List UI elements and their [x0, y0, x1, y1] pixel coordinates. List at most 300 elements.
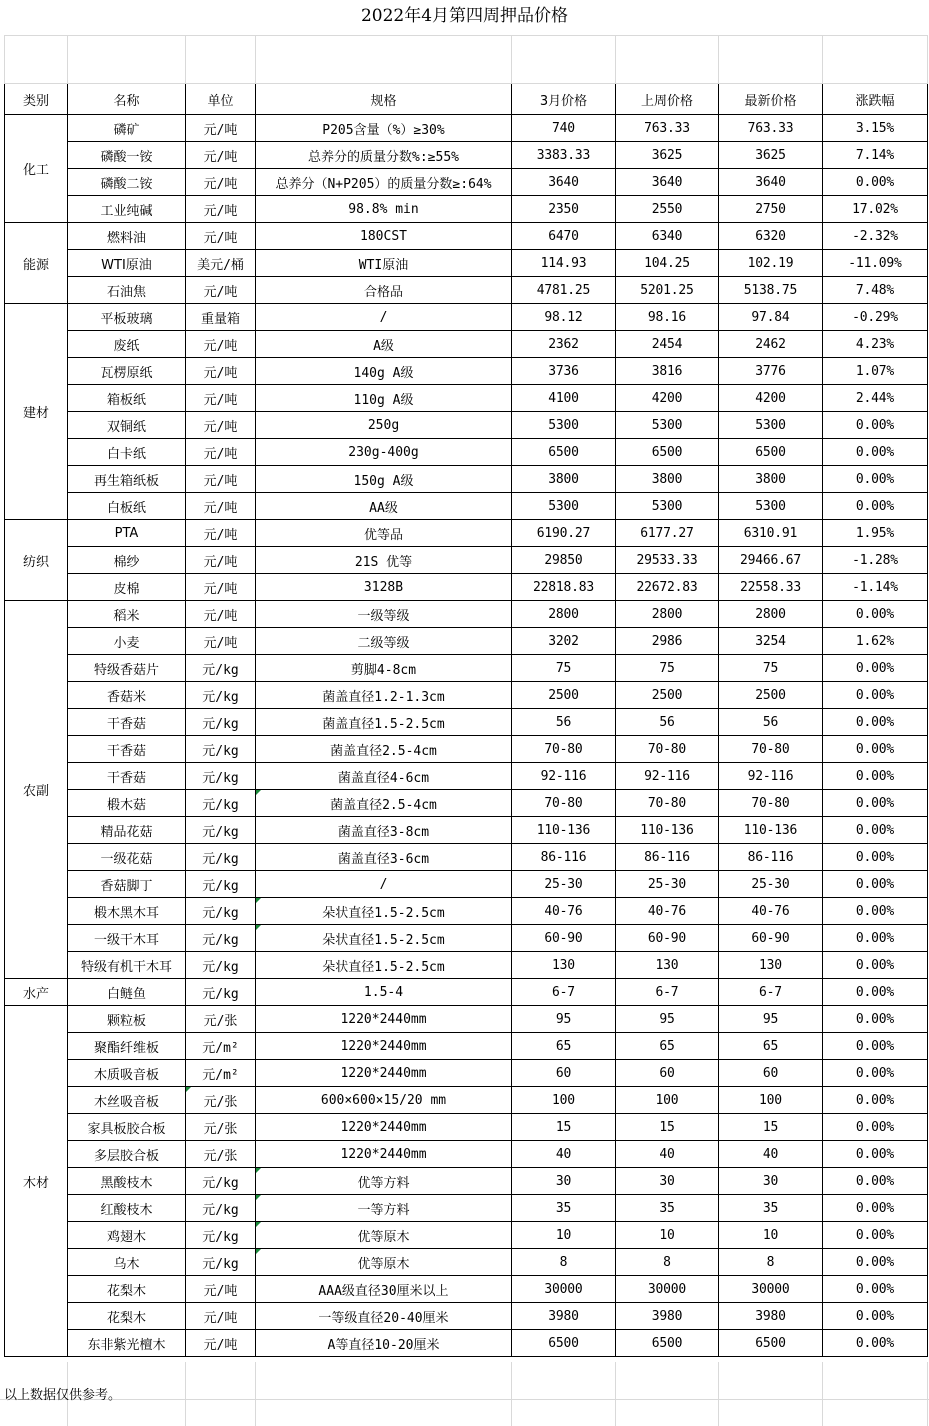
last-week-price-cell: 5300 [616, 493, 719, 520]
last-week-price-cell: 86-116 [616, 844, 719, 871]
name-cell: 黑酸枝木 [68, 1168, 186, 1195]
name-cell: 花梨木 [68, 1276, 186, 1303]
latest-price-cell: 3254 [719, 628, 823, 655]
spec-cell: A等直径10-20厘米 [256, 1330, 512, 1357]
name-cell: 棉纱 [68, 547, 186, 574]
unit-cell: 元/kg [186, 898, 256, 925]
change-pct-cell: 0.00% [823, 1276, 928, 1303]
table-row [5, 412, 928, 439]
latest-price-cell: 2800 [719, 601, 823, 628]
spec-cell: P205含量（%）≥30% [256, 115, 512, 142]
spec-cell: 菌盖直径3-6cm [256, 844, 512, 871]
spec-cell: 优等品 [256, 520, 512, 547]
unit-cell: 元/吨 [186, 628, 256, 655]
unit-cell: 元/kg [186, 790, 256, 817]
table-row [5, 1222, 928, 1249]
spec-cell: / [256, 871, 512, 898]
column-header: 上周价格 [616, 84, 719, 115]
column-header: 最新价格 [719, 84, 823, 115]
category-cell: 农副 [5, 601, 68, 979]
category-cell: 纺织 [5, 520, 68, 601]
unit-cell: 元/kg [186, 925, 256, 952]
change-pct-cell: 4.23% [823, 331, 928, 358]
name-cell: 颗粒板 [68, 1006, 186, 1033]
name-cell: 花梨木 [68, 1303, 186, 1330]
unit-cell: 元/吨 [186, 493, 256, 520]
table-row [5, 304, 928, 331]
spec-cell: / [256, 304, 512, 331]
unit-cell: 元/kg [186, 709, 256, 736]
change-pct-cell: 2.44% [823, 385, 928, 412]
latest-price-cell: 60-90 [719, 925, 823, 952]
unit-cell: 元/吨 [186, 574, 256, 601]
march-price-cell: 86-116 [512, 844, 616, 871]
march-price-cell: 2500 [512, 682, 616, 709]
latest-price-cell: 6-7 [719, 979, 823, 1006]
table-row [5, 115, 928, 142]
latest-price-cell: 40 [719, 1141, 823, 1168]
march-price-cell: 3736 [512, 358, 616, 385]
spec-cell: 菌盖直径1.5-2.5cm [256, 709, 512, 736]
latest-price-cell: 40-76 [719, 898, 823, 925]
latest-price-cell: 2500 [719, 682, 823, 709]
table-row [5, 547, 928, 574]
spec-cell: 朵状直径1.5-2.5cm [256, 898, 512, 925]
last-week-price-cell: 25-30 [616, 871, 719, 898]
table-row [5, 952, 928, 979]
march-price-cell: 40-76 [512, 898, 616, 925]
march-price-cell: 740 [512, 115, 616, 142]
table-row [5, 1276, 928, 1303]
table-row [5, 898, 928, 925]
latest-price-cell: 70-80 [719, 790, 823, 817]
latest-price-cell: 95 [719, 1006, 823, 1033]
march-price-cell: 3980 [512, 1303, 616, 1330]
name-cell: 白鲢鱼 [68, 979, 186, 1006]
spec-cell: 菌盖直径2.5-4cm [256, 736, 512, 763]
table-row [5, 1141, 928, 1168]
name-cell: 香菇米 [68, 682, 186, 709]
unit-cell: 元/kg [186, 1222, 256, 1249]
latest-price-cell: 6500 [719, 1330, 823, 1357]
last-week-price-cell: 6500 [616, 439, 719, 466]
last-week-price-cell: 6-7 [616, 979, 719, 1006]
footnote: 以上数据仅供参考。 [4, 1388, 122, 1403]
change-pct-cell: 7.14% [823, 142, 928, 169]
change-pct-cell: 0.00% [823, 1249, 928, 1276]
latest-price-cell: 3980 [719, 1303, 823, 1330]
name-cell: 一级干木耳 [68, 925, 186, 952]
category-cell: 建材 [5, 304, 68, 520]
change-pct-cell: 0.00% [823, 709, 928, 736]
name-cell: 瓦楞原纸 [68, 358, 186, 385]
table-row [5, 655, 928, 682]
name-cell: 白板纸 [68, 493, 186, 520]
change-pct-cell: 0.00% [823, 1303, 928, 1330]
march-price-cell: 6470 [512, 223, 616, 250]
table-row [5, 358, 928, 385]
unit-cell: 元/kg [186, 871, 256, 898]
march-price-cell: 4781.25 [512, 277, 616, 304]
last-week-price-cell: 75 [616, 655, 719, 682]
name-cell: 特级有机干木耳 [68, 952, 186, 979]
unit-cell: 元/kg [186, 1249, 256, 1276]
latest-price-cell: 15 [719, 1114, 823, 1141]
spec-cell: 二级等级 [256, 628, 512, 655]
change-pct-cell: -0.29% [823, 304, 928, 331]
unit-cell: 元/吨 [186, 466, 256, 493]
last-week-price-cell: 98.16 [616, 304, 719, 331]
march-price-cell: 6500 [512, 1330, 616, 1357]
name-cell: 磷酸二铵 [68, 169, 186, 196]
name-cell: 磷酸一铵 [68, 142, 186, 169]
table-row [5, 223, 928, 250]
name-cell: 多层胶合板 [68, 1141, 186, 1168]
change-pct-cell: 1.62% [823, 628, 928, 655]
name-cell: 聚酯纤维板 [68, 1033, 186, 1060]
last-week-price-cell: 30 [616, 1168, 719, 1195]
spec-cell: 600×600×15/20 mm [256, 1087, 512, 1114]
name-cell: 椴木黑木耳 [68, 898, 186, 925]
last-week-price-cell: 15 [616, 1114, 719, 1141]
last-week-price-cell: 2550 [616, 196, 719, 223]
last-week-price-cell: 8 [616, 1249, 719, 1276]
name-cell: 椴木菇 [68, 790, 186, 817]
latest-price-cell: 2750 [719, 196, 823, 223]
last-week-price-cell: 56 [616, 709, 719, 736]
table-row [5, 1168, 928, 1195]
spec-cell: 一等级直径20-40厘米 [256, 1303, 512, 1330]
table-row [5, 277, 928, 304]
march-price-cell: 6190.27 [512, 520, 616, 547]
latest-price-cell: 3800 [719, 466, 823, 493]
last-week-price-cell: 60-90 [616, 925, 719, 952]
march-price-cell: 8 [512, 1249, 616, 1276]
name-cell: WTI原油 [68, 250, 186, 277]
march-price-cell: 2362 [512, 331, 616, 358]
table-row [5, 790, 928, 817]
latest-price-cell: 110-136 [719, 817, 823, 844]
change-pct-cell: 0.00% [823, 601, 928, 628]
unit-cell: 元/张 [186, 1006, 256, 1033]
unit-cell: 元/吨 [186, 412, 256, 439]
latest-price-cell: 56 [719, 709, 823, 736]
last-week-price-cell: 35 [616, 1195, 719, 1222]
table-row [5, 196, 928, 223]
table-row [5, 142, 928, 169]
table-row [5, 1303, 928, 1330]
spec-cell: 1220*2440mm [256, 1006, 512, 1033]
change-pct-cell: 0.00% [823, 439, 928, 466]
unit-cell: 元/吨 [186, 196, 256, 223]
table-row [5, 1060, 928, 1087]
march-price-cell: 95 [512, 1006, 616, 1033]
name-cell: 石油焦 [68, 277, 186, 304]
latest-price-cell: 130 [719, 952, 823, 979]
name-cell: 磷矿 [68, 115, 186, 142]
spec-cell: 150g A级 [256, 466, 512, 493]
latest-price-cell: 30000 [719, 1276, 823, 1303]
last-week-price-cell: 100 [616, 1087, 719, 1114]
name-cell: 干香菇 [68, 736, 186, 763]
latest-price-cell: 3640 [719, 169, 823, 196]
sheet-title: 2022年4月第四周押品价格 [360, 6, 569, 26]
table-row [5, 1114, 928, 1141]
table-row [5, 1249, 928, 1276]
change-pct-cell: 0.00% [823, 412, 928, 439]
unit-cell: 元/kg [186, 655, 256, 682]
unit-cell: 元/吨 [186, 547, 256, 574]
last-week-price-cell: 2454 [616, 331, 719, 358]
march-price-cell: 3383.33 [512, 142, 616, 169]
march-price-cell: 22818.83 [512, 574, 616, 601]
unit-cell: 元/吨 [186, 277, 256, 304]
spec-cell: 3128B [256, 574, 512, 601]
unit-cell: 元/m² [186, 1033, 256, 1060]
march-price-cell: 6500 [512, 439, 616, 466]
unit-cell: 元/kg [186, 844, 256, 871]
last-week-price-cell: 5300 [616, 412, 719, 439]
unit-cell: 元/kg [186, 952, 256, 979]
unit-cell: 元/张 [186, 1087, 256, 1114]
name-cell: 箱板纸 [68, 385, 186, 412]
latest-price-cell: 5300 [719, 412, 823, 439]
march-price-cell: 6-7 [512, 979, 616, 1006]
name-cell: 一级花菇 [68, 844, 186, 871]
change-pct-cell: 0.00% [823, 1033, 928, 1060]
name-cell: 燃料油 [68, 223, 186, 250]
spec-cell: 菌盖直径4-6cm [256, 763, 512, 790]
name-cell: 废纸 [68, 331, 186, 358]
last-week-price-cell: 2500 [616, 682, 719, 709]
latest-price-cell: 3625 [719, 142, 823, 169]
spec-cell: 一级等级 [256, 601, 512, 628]
name-cell: 工业纯碱 [68, 196, 186, 223]
latest-price-cell: 30 [719, 1168, 823, 1195]
unit-cell: 元/吨 [186, 439, 256, 466]
march-price-cell: 65 [512, 1033, 616, 1060]
march-price-cell: 60-90 [512, 925, 616, 952]
last-week-price-cell: 5201.25 [616, 277, 719, 304]
latest-price-cell: 86-116 [719, 844, 823, 871]
march-price-cell: 110-136 [512, 817, 616, 844]
unit-cell: 元/吨 [186, 1303, 256, 1330]
unit-cell: 元/吨 [186, 115, 256, 142]
change-pct-cell: 0.00% [823, 1114, 928, 1141]
unit-cell: 元/吨 [186, 169, 256, 196]
last-week-price-cell: 6340 [616, 223, 719, 250]
name-cell: 干香菇 [68, 709, 186, 736]
unit-cell: 元/吨 [186, 331, 256, 358]
change-pct-cell: 0.00% [823, 466, 928, 493]
march-price-cell: 30000 [512, 1276, 616, 1303]
change-pct-cell: 0.00% [823, 736, 928, 763]
unit-cell: 元/吨 [186, 358, 256, 385]
latest-price-cell: 4200 [719, 385, 823, 412]
name-cell: 木质吸音板 [68, 1060, 186, 1087]
price-table [4, 35, 928, 1357]
latest-price-cell: 25-30 [719, 871, 823, 898]
unit-cell: 元/张 [186, 1141, 256, 1168]
change-pct-cell: 0.00% [823, 655, 928, 682]
march-price-cell: 15 [512, 1114, 616, 1141]
latest-price-cell: 8 [719, 1249, 823, 1276]
table-row [5, 1087, 928, 1114]
latest-price-cell: 2462 [719, 331, 823, 358]
table-row [5, 169, 928, 196]
change-pct-cell: 0.00% [823, 1222, 928, 1249]
last-week-price-cell: 2986 [616, 628, 719, 655]
latest-price-cell: 29466.67 [719, 547, 823, 574]
march-price-cell: 29850 [512, 547, 616, 574]
last-week-price-cell: 95 [616, 1006, 719, 1033]
last-week-price-cell: 10 [616, 1222, 719, 1249]
name-cell: 红酸枝木 [68, 1195, 186, 1222]
change-pct-cell: 0.00% [823, 763, 928, 790]
latest-price-cell: 60 [719, 1060, 823, 1087]
last-week-price-cell: 2800 [616, 601, 719, 628]
table-row [5, 979, 928, 1006]
column-header: 类别 [5, 84, 68, 115]
latest-price-cell: 763.33 [719, 115, 823, 142]
latest-price-cell: 5138.75 [719, 277, 823, 304]
spec-cell: 1220*2440mm [256, 1060, 512, 1087]
spec-cell: 1220*2440mm [256, 1033, 512, 1060]
change-pct-cell: 0.00% [823, 979, 928, 1006]
unit-cell: 元/吨 [186, 1276, 256, 1303]
table-row [5, 1033, 928, 1060]
column-header: 3月价格 [512, 84, 616, 115]
last-week-price-cell: 30000 [616, 1276, 719, 1303]
table-row [5, 493, 928, 520]
latest-price-cell: 75 [719, 655, 823, 682]
name-cell: 再生箱纸板 [68, 466, 186, 493]
last-week-price-cell: 92-116 [616, 763, 719, 790]
spec-cell: 一等方料 [256, 1195, 512, 1222]
unit-cell: 元/吨 [186, 385, 256, 412]
table-row [5, 250, 928, 277]
change-pct-cell: 0.00% [823, 925, 928, 952]
change-pct-cell: 0.00% [823, 682, 928, 709]
last-week-price-cell: 110-136 [616, 817, 719, 844]
spec-cell: 朵状直径1.5-2.5cm [256, 925, 512, 952]
march-price-cell: 5300 [512, 493, 616, 520]
latest-price-cell: 100 [719, 1087, 823, 1114]
unit-cell: 元/kg [186, 1168, 256, 1195]
change-pct-cell: 3.15% [823, 115, 928, 142]
unit-cell: 元/kg [186, 736, 256, 763]
name-cell: 乌木 [68, 1249, 186, 1276]
table-row [5, 844, 928, 871]
header-row [5, 84, 928, 115]
column-header: 规格 [256, 84, 512, 115]
march-price-cell: 10 [512, 1222, 616, 1249]
spec-cell: 菌盖直径3-8cm [256, 817, 512, 844]
name-cell: 皮棉 [68, 574, 186, 601]
unit-cell: 元/吨 [186, 142, 256, 169]
table-row [5, 682, 928, 709]
change-pct-cell: 0.00% [823, 1195, 928, 1222]
change-pct-cell: 0.00% [823, 1006, 928, 1033]
latest-price-cell: 97.84 [719, 304, 823, 331]
last-week-price-cell: 29533.33 [616, 547, 719, 574]
table-row [5, 1330, 928, 1357]
latest-price-cell: 6310.91 [719, 520, 823, 547]
march-price-cell: 4100 [512, 385, 616, 412]
march-price-cell: 70-80 [512, 736, 616, 763]
last-week-price-cell: 3625 [616, 142, 719, 169]
name-cell: 双铜纸 [68, 412, 186, 439]
march-price-cell: 3640 [512, 169, 616, 196]
spec-cell: 110g A级 [256, 385, 512, 412]
march-price-cell: 3202 [512, 628, 616, 655]
unit-cell: 元/吨 [186, 520, 256, 547]
empty-grid-area [0, 1362, 929, 1426]
march-price-cell: 40 [512, 1141, 616, 1168]
category-cell: 木材 [5, 1006, 68, 1357]
name-cell: 平板玻璃 [68, 304, 186, 331]
march-price-cell: 30 [512, 1168, 616, 1195]
unit-cell: 元/kg [186, 682, 256, 709]
last-week-price-cell: 6177.27 [616, 520, 719, 547]
spec-cell: 总养分（N+P205）的质量分数≥:64% [256, 169, 512, 196]
spec-cell: 1220*2440mm [256, 1114, 512, 1141]
march-price-cell: 60 [512, 1060, 616, 1087]
change-pct-cell: 0.00% [823, 1060, 928, 1087]
unit-cell: 元/kg [186, 763, 256, 790]
change-pct-cell: 0.00% [823, 952, 928, 979]
unit-cell: 元/m² [186, 1060, 256, 1087]
table-row [5, 925, 928, 952]
unit-cell: 重量箱 [186, 304, 256, 331]
last-week-price-cell: 3800 [616, 466, 719, 493]
name-cell: PTA [68, 520, 186, 547]
table-row [5, 574, 928, 601]
table-row [5, 709, 928, 736]
spec-cell: A级 [256, 331, 512, 358]
last-week-price-cell: 4200 [616, 385, 719, 412]
change-pct-cell: 0.00% [823, 1168, 928, 1195]
unit-cell: 元/kg [186, 1195, 256, 1222]
unit-cell: 元/kg [186, 817, 256, 844]
march-price-cell: 5300 [512, 412, 616, 439]
change-pct-cell: 0.00% [823, 871, 928, 898]
category-cell: 化工 [5, 115, 68, 223]
spec-cell: 优等原木 [256, 1222, 512, 1249]
change-pct-cell: 1.07% [823, 358, 928, 385]
category-cell: 能源 [5, 223, 68, 304]
change-pct-cell: 7.48% [823, 277, 928, 304]
change-pct-cell: 0.00% [823, 169, 928, 196]
column-header: 涨跌幅 [823, 84, 928, 115]
empty-row [5, 36, 928, 84]
change-pct-cell: -2.32% [823, 223, 928, 250]
latest-price-cell: 102.19 [719, 250, 823, 277]
latest-price-cell: 5300 [719, 493, 823, 520]
change-pct-cell: -11.09% [823, 250, 928, 277]
march-price-cell: 2800 [512, 601, 616, 628]
table-row [5, 1006, 928, 1033]
change-pct-cell: 1.95% [823, 520, 928, 547]
table-row [5, 439, 928, 466]
latest-price-cell: 22558.33 [719, 574, 823, 601]
last-week-price-cell: 3980 [616, 1303, 719, 1330]
latest-price-cell: 70-80 [719, 736, 823, 763]
last-week-price-cell: 763.33 [616, 115, 719, 142]
spec-cell: WTI原油 [256, 250, 512, 277]
last-week-price-cell: 104.25 [616, 250, 719, 277]
name-cell: 稻米 [68, 601, 186, 628]
